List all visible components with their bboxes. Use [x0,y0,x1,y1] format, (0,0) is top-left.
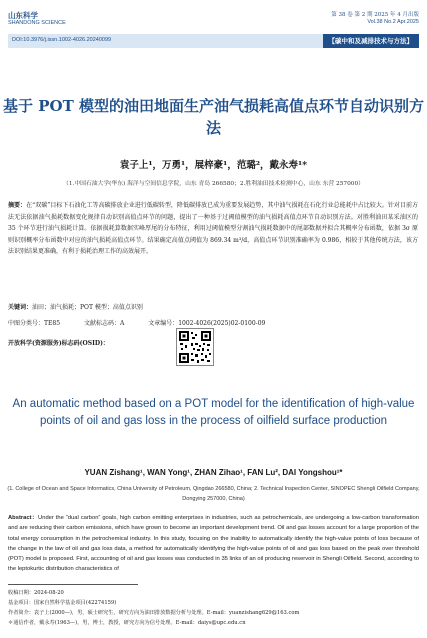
paper-title-cn: 基于 POT 模型的油田地面生产油气损耗高值点环节自动识别方法 [3,97,424,137]
journal-name-cn: 山东科学 [8,11,38,20]
abstract-en-label: Abstract： [8,515,39,521]
footnote-divider [8,584,138,585]
clc-number: 中图分类号：TE85 [8,320,61,327]
volume-info-cn: 第 38 卷 第 2 期 2025 年 4 月出版 [331,12,419,18]
qr-code-icon [177,329,213,365]
classification-line [8,318,418,327]
article-number: 文章编号：1002-4026(2025)02-0100-09 [148,320,266,327]
volume-info-en: Vol.38 No.2 Apr.2025 [367,19,419,25]
osid-label: 开放科学(资源服务)标志码(OSID)： [8,340,109,347]
abstract-en-text: Under the “dual carbon” goals, high carbon emitting enterprises in industries, such as petrochemicals, are undergoing a low-carbon transformation and are reducing their carbon emissions, which have grown to become an important development trend. Oil and gas losses account for a large proportion of the total energy consumption in the petrochemical industry. In this study, focusing on the inability to automatically identify the high-value points of loss because of the change in the law of oil and gas loss data, a method for automatically identifying the high-value points of oil and gas loss based on the peak over threshold (POT) model is proposed. First, accounting of oil and gas losses was conducted in 35 links of an oil producing reservoir in Shengli Oilfield. Second, according to the leptokurtic distribution characteristics of [8,515,419,573]
osid-qr-code[interactable] [176,328,214,366]
authors-en: YUAN Zishang¹, WAN Yong¹, ZHAN Zihao¹, FAN Lu², DAI Yongshou¹* [84,468,343,477]
affiliation-cn: （1.中国石油大学(华东) 海洋与空间信息学院，山东 青岛 266580；2.胜利油田技术检测中心，山东 东营 257000） [63,181,364,187]
abstract-cn-label: 摘要： [8,202,27,209]
doi-link[interactable]: DOI:10.3976/j.issn.1002-4026.20240099 [12,37,112,43]
footnote-author: 作者简介：袁子上(2000—)，男，硕士研究生，研究方向为油田排放数据分析与处理。E-mail：yuanzishang629@163.com [8,610,300,616]
journal-name-en: SHANDONG SCIENCE [8,20,66,26]
abstract-cn [8,200,418,258]
footnote-fund: 基金项目：国家自然科学基金项目(42274159) [8,600,117,606]
abstract-en [8,513,419,575]
footnote-received: 收稿日期：2024-08-20 [8,590,64,596]
document-code: 文献标志码：A [83,320,125,327]
authors-cn: 袁子上¹，万勇¹，展梓豪¹，范璐²，戴永寿¹* [119,160,308,171]
header-band [8,34,419,48]
paper-title-en: An automatic method based on a POT model for the identification of high-value points of oil and gas loss in the process of oilfield surface production [12,398,415,427]
footnote-corresponding: ＊通信作者，戴永寿(1963—)，男，博士，教授，研究方向为信号处理。E-mail：daiys@upc.edu.cn [8,620,246,626]
affiliation-en: (1. College of Ocean and Space Informatics, China University of Petroleum, Qingdao 266580, China; 2. Technical Inspection Center, SINOPEC Shengli Oilfield Company, Dongying 257000, China) [7,486,420,502]
abstract-cn-text: 在“双碳”目标下石油化工等高碳排放企业进行低碳转型，降低碳排放已成为重要发展趋势，其中油气损耗在石化行业总能耗中占比较大。针对目前方法无法依据油气损耗数据变化规律自动识别高值点环节的问题，提出了一种基于过阈值模型的油气损耗高值点环节自动识别方法。对胜利油田某采油区的 35 个环节进行油气损耗计算。依据损耗算数据实峰厚尾的分布特征，利用过阈值模型分割油气损耗数据中的尾部数据并拟合其概率分布函数，依据 3σ 原则识别概率分布函数中对应的油气损耗高值点环节。结果确定高值点阈值为 869.34 m³/d，高值点环节识别准确率为 0.986，相较于其他传统方法，该方法识别结果更准确，有利于损耗治理工作的高效展开。 [8,202,418,256]
column-tag: 【碳中和及减排技术与方法】 [323,34,420,48]
keywords-cn-label: 关键词： [8,304,33,311]
journal-header [8,6,419,48]
keywords-cn [8,302,418,311]
keywords-cn-text: 油田；油气损耗；POT 模型；高值点识别 [32,304,143,311]
